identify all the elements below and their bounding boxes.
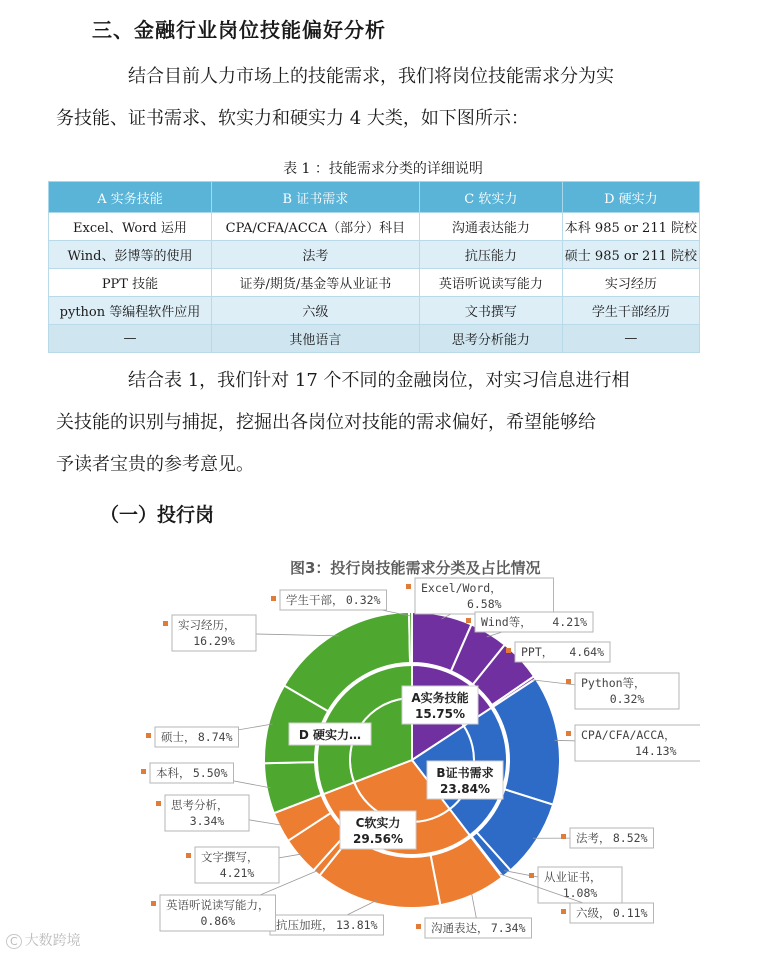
inner-label-value: 15.75% (415, 707, 465, 721)
callout-marker (506, 648, 511, 653)
callout-marker (156, 801, 161, 806)
callout-name: 从业证书， (544, 870, 602, 884)
table-header-a: A 实务技能 (49, 182, 212, 213)
callout-name: 思考分析， (171, 798, 229, 812)
callout-marker (151, 901, 156, 906)
callout-value: 13.81% (335, 918, 378, 932)
callout-marker (529, 873, 534, 878)
table-header-c: C 软实力 (419, 182, 562, 213)
table-cell: 抗压能力 (419, 241, 562, 269)
callout-name: 文字撰写， (201, 850, 259, 864)
callout-name: Wind等， (481, 615, 532, 629)
table-cell: — (49, 325, 212, 353)
table-cell: 思考分析能力 (419, 325, 562, 353)
intro-line-2: 务技能、证书需求、软实力和硬实力 4 大类，如下图所示： (56, 108, 529, 129)
table-cell: 学生干部经历 (562, 297, 699, 325)
table-cell: 本科 985 or 211 院校 (562, 213, 699, 241)
callout-marker (416, 924, 421, 929)
table-cell: 硕士 985 or 211 院校 (562, 241, 699, 269)
inner-label-name: C软实力 (355, 816, 401, 830)
callout-value: 6.58% (466, 597, 502, 611)
table-cell: 沟通表达能力 (419, 213, 562, 241)
table-cell: Excel、Word 运用 (49, 213, 212, 241)
watermark (6, 930, 81, 950)
callout-value: 0.32% (609, 692, 645, 706)
callout-marker (141, 769, 146, 774)
analysis-line-2: 关技能的识别与捕捉，挖掘出各岗位对技能的需求偏好，希望能够给 (56, 412, 596, 433)
table-header-row (49, 182, 700, 213)
table-cell: — (562, 325, 699, 353)
inner-label-value: 29.56% (353, 832, 403, 846)
table-row (49, 269, 700, 297)
inner-label-name: A实务技能 (411, 691, 469, 705)
table-header-d: D 硬实力 (562, 182, 699, 213)
watermark-text: 大数跨境 (24, 933, 81, 949)
callout-name: 抗压加班， (276, 918, 334, 932)
analysis-line-3: 予读者宝贵的参考意见。 (56, 454, 254, 475)
callout-value: 3.34% (189, 814, 225, 828)
callout-name: 法考， (576, 831, 611, 845)
callout-marker (406, 584, 411, 589)
table-row (49, 297, 700, 325)
table-cell: 文书撰写 (419, 297, 562, 325)
table-row (49, 325, 700, 353)
inner-label-name: D 硬实力… (298, 728, 362, 742)
callout-value: 0.11% (612, 906, 648, 920)
callout-marker (561, 834, 566, 839)
callout-value: 0.32% (345, 593, 381, 607)
callout-name: 英语听说读写能力， (166, 898, 270, 912)
callout-name: 六级， (576, 906, 611, 920)
callout-value: 8.52% (612, 831, 648, 845)
inner-label-value: 23.84% (440, 782, 490, 796)
chart-title: 图3：投行岗技能需求分类及占比情况 (290, 559, 541, 577)
callout-value: 0.86% (200, 914, 236, 928)
callout-value: 4.21% (219, 866, 255, 880)
table-cell: python 等编程软件应用 (49, 297, 212, 325)
callout-value: 5.50% (192, 766, 228, 780)
callout-name: CPA/CFA/ACCA， (581, 728, 676, 742)
table-cell: 实习经历 (562, 269, 699, 297)
callout-name: 学生干部， (286, 593, 344, 607)
callout-value: 14.13% (634, 744, 677, 758)
analysis-paragraph (56, 360, 702, 486)
callout-marker (186, 853, 191, 858)
table-cell: 英语听说读写能力 (419, 269, 562, 297)
callout-value: 16.29% (193, 634, 235, 648)
section-title: 三、金融行业岗位技能偏好分析 (92, 18, 386, 42)
callout-name: Excel/Word， (421, 581, 502, 595)
analysis-line-1: 结合表 1，我们针对 17 个不同的金融岗位，对实习信息进行相 (128, 370, 630, 391)
callout-value: 4.64% (569, 645, 604, 659)
table-cell: Wind、彭博等的使用 (49, 241, 212, 269)
table-row (49, 213, 700, 241)
table-cell: 法考 (211, 241, 419, 269)
callout-marker (466, 618, 471, 623)
callout-marker (566, 731, 571, 736)
table-cell: PPT 技能 (49, 269, 212, 297)
callout-marker (566, 679, 571, 684)
callout-name: PPT， (521, 645, 554, 659)
table-header-b: B 证书需求 (211, 182, 419, 213)
callout-value: 1.08% (562, 886, 598, 900)
intro-line-1: 结合目前人力市场上的技能需求，我们将岗位技能需求分为实 (128, 66, 614, 87)
intro-paragraph (56, 56, 702, 140)
sunburst-chart (120, 545, 700, 945)
watermark-logo-icon: C (6, 934, 22, 949)
callout-name: 沟通表达， (431, 921, 489, 935)
table-cell: CPA/CFA/ACCA（部分）科目 (211, 213, 419, 241)
table-cell: 证券/期货/基金等从业证书 (211, 269, 419, 297)
callout-marker (163, 621, 168, 626)
callout-marker (561, 909, 566, 914)
table-cell: 其他语言 (211, 325, 419, 353)
subsection-title: （一）投行岗 (100, 504, 215, 526)
table-caption: 表 1 ：技能需求分类的详细说明 (283, 161, 483, 177)
callout-marker (146, 733, 151, 738)
callout-name: 实习经历， (178, 618, 236, 632)
outer-slice (409, 612, 412, 663)
callout-name: Python等， (581, 676, 646, 690)
inner-label-name: B证书需求 (436, 766, 494, 780)
callout-value: 7.34% (490, 921, 526, 935)
callout-name: 本科， (156, 766, 191, 780)
callout-marker (271, 596, 276, 601)
callout-name: 硕士， (161, 730, 196, 744)
table-cell: 六级 (211, 297, 419, 325)
table-row (49, 241, 700, 269)
callout-value: 4.21% (552, 615, 587, 629)
callout-value: 8.74% (197, 730, 233, 744)
skill-category-table (48, 181, 700, 353)
